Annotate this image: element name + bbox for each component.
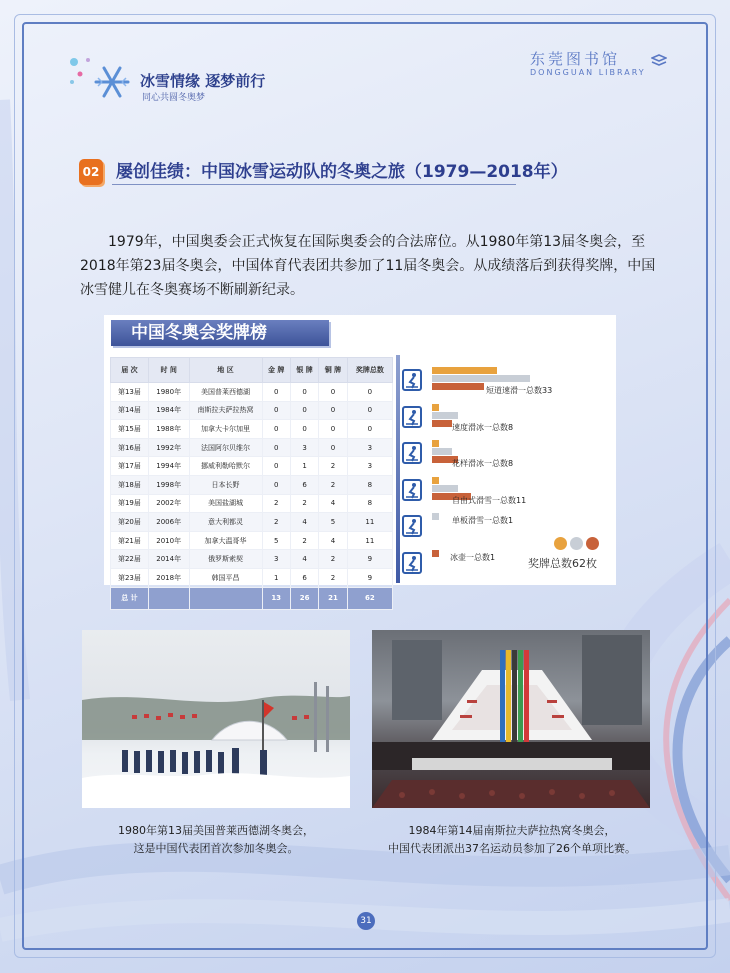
bronze-bar bbox=[432, 550, 439, 557]
cell-edition: 第14届 bbox=[111, 401, 149, 420]
cell-total: 0 bbox=[347, 420, 392, 439]
cell-silver: 1 bbox=[290, 457, 318, 476]
cell-year: 2002年 bbox=[148, 494, 189, 513]
sport-label: 速度滑冰一总数8 bbox=[452, 422, 514, 432]
cell-bronze: 0 bbox=[319, 420, 347, 439]
table-row bbox=[111, 494, 393, 513]
logo-title: 冰雪情缘 逐梦前行 bbox=[140, 72, 266, 90]
medal-board-title: 中国冬奥会奖牌榜 bbox=[111, 320, 329, 346]
cell-location: 挪威利勒哈默尔 bbox=[189, 457, 262, 476]
header-year: 时 间 bbox=[148, 358, 189, 383]
cell-bronze: 0 bbox=[319, 438, 347, 457]
table-row bbox=[111, 457, 393, 476]
cell-edition: 第13届 bbox=[111, 383, 149, 402]
cell-location: 俄罗斯索契 bbox=[189, 550, 262, 569]
cell-bronze: 2 bbox=[319, 568, 347, 587]
snowboard-icon bbox=[402, 515, 422, 537]
cell-year: 1994年 bbox=[148, 457, 189, 476]
bronze-bar bbox=[432, 383, 484, 390]
cell-bronze: 0 bbox=[319, 383, 347, 402]
cell-total: 3 bbox=[347, 457, 392, 476]
cell-gold: 0 bbox=[262, 420, 290, 439]
silver-bar bbox=[432, 375, 530, 382]
cell-silver: 2 bbox=[290, 494, 318, 513]
table-row bbox=[111, 531, 393, 550]
cell-edition: 第20届 bbox=[111, 513, 149, 532]
cell-edition: 第16届 bbox=[111, 438, 149, 457]
cell-edition: 第22届 bbox=[111, 550, 149, 569]
sport-label: 花样滑冰一总数8 bbox=[452, 459, 514, 468]
silver-bar bbox=[432, 448, 452, 455]
cell-location: 加拿大温哥华 bbox=[189, 531, 262, 550]
sport-row bbox=[400, 367, 616, 399]
cell-edition: 第17届 bbox=[111, 457, 149, 476]
cell-gold: 5 bbox=[262, 531, 290, 550]
cell-location: 加拿大卡尔加里 bbox=[189, 420, 262, 439]
cell-location: 美国普莱西德湖 bbox=[189, 383, 262, 402]
gold-bar bbox=[432, 367, 497, 374]
cell-gold: 3 bbox=[262, 550, 290, 569]
total-year bbox=[148, 587, 189, 609]
cell-silver: 4 bbox=[290, 550, 318, 569]
cell-edition: 第19届 bbox=[111, 494, 149, 513]
cell-bronze: 0 bbox=[319, 401, 347, 420]
cell-bronze: 4 bbox=[319, 494, 347, 513]
medal-table-body bbox=[111, 383, 393, 610]
cell-year: 1988年 bbox=[148, 420, 189, 439]
silver-medal-icon bbox=[570, 537, 583, 550]
short-track-icon bbox=[402, 369, 422, 391]
freestyle-skiing-icon bbox=[402, 479, 422, 501]
total-gold: 13 bbox=[262, 587, 290, 609]
library-logo-icon bbox=[651, 54, 667, 68]
photo-1980-scene bbox=[82, 630, 350, 808]
cell-gold: 0 bbox=[262, 457, 290, 476]
sport-label: 冰壶一总数1 bbox=[450, 552, 496, 562]
gold-bar bbox=[432, 404, 439, 411]
section-title: 屡创佳绩：中国冰雪运动队的冬奥之旅（1979—2018年） bbox=[116, 162, 568, 182]
silver-bar bbox=[432, 485, 458, 492]
cell-year: 1998年 bbox=[148, 475, 189, 494]
header-bronze: 铜 牌 bbox=[319, 358, 347, 383]
winter-logo bbox=[66, 52, 276, 108]
table-row bbox=[111, 438, 393, 457]
medal-board bbox=[104, 315, 616, 603]
cell-edition: 第21届 bbox=[111, 531, 149, 550]
cell-silver: 6 bbox=[290, 475, 318, 494]
cell-gold: 2 bbox=[262, 513, 290, 532]
header-edition: 届 次 bbox=[111, 358, 149, 383]
table-row bbox=[111, 475, 393, 494]
cell-location: 法国阿尔贝维尔 bbox=[189, 438, 262, 457]
cell-total: 9 bbox=[347, 568, 392, 587]
photo-1980-caption-line2: 这是中国代表团首次参加冬奥会。 bbox=[133, 842, 299, 855]
cell-total: 0 bbox=[347, 401, 392, 420]
cell-bronze: 2 bbox=[319, 475, 347, 494]
cell-year: 1992年 bbox=[148, 438, 189, 457]
table-row bbox=[111, 401, 393, 420]
photo-1980-caption-line1: 1980年第13届美国普莱西德湖冬奥会， bbox=[118, 824, 314, 837]
cell-total: 9 bbox=[347, 550, 392, 569]
gold-bar bbox=[432, 477, 439, 484]
total-bronze: 21 bbox=[319, 587, 347, 609]
table-row bbox=[111, 568, 393, 587]
snowflake-icon bbox=[66, 52, 136, 108]
medal-total-label: 奖牌总数62枚 bbox=[528, 557, 597, 570]
medal-table-header bbox=[111, 358, 393, 383]
section-number: 02 bbox=[79, 159, 103, 185]
sport-label: 短道速滑一总数33 bbox=[486, 386, 553, 395]
cell-gold: 0 bbox=[262, 401, 290, 420]
cell-gold: 0 bbox=[262, 475, 290, 494]
intro-paragraph: 1979年，中国奥委会正式恢复在国际奥委会的合法席位。从1980年第13届冬奥会，至2018年第23届冬奥会，中国体育代表团共参加了11届冬奥会。从成绩落后到获得奖牌，中国冰雪健儿在冬奥赛场不断刷新纪录。 bbox=[80, 234, 656, 298]
sport-label: 自由式滑雪一总数11 bbox=[452, 495, 527, 505]
cell-edition: 第23届 bbox=[111, 568, 149, 587]
table-row bbox=[111, 550, 393, 569]
page-number: 31 bbox=[357, 912, 375, 930]
bronze-bar bbox=[432, 420, 452, 427]
cell-year: 2010年 bbox=[148, 531, 189, 550]
cell-silver: 0 bbox=[290, 383, 318, 402]
photo-1980-caption bbox=[82, 822, 350, 858]
gold-medal-icon bbox=[554, 537, 567, 550]
cell-year: 2018年 bbox=[148, 568, 189, 587]
cell-edition: 第15届 bbox=[111, 420, 149, 439]
header-location: 地 区 bbox=[189, 358, 262, 383]
cell-location: 日本长野 bbox=[189, 475, 262, 494]
cell-silver: 2 bbox=[290, 531, 318, 550]
cell-year: 1984年 bbox=[148, 401, 189, 420]
cell-bronze: 2 bbox=[319, 550, 347, 569]
header-silver: 银 牌 bbox=[290, 358, 318, 383]
section-underline bbox=[112, 184, 516, 185]
cell-silver: 6 bbox=[290, 568, 318, 587]
silver-bar bbox=[432, 412, 458, 419]
sport-label: 单板滑雪一总数1 bbox=[452, 516, 514, 525]
photo-1980-lake-placid bbox=[82, 630, 350, 808]
cell-total: 3 bbox=[347, 438, 392, 457]
header-gold: 金 牌 bbox=[262, 358, 290, 383]
cell-silver: 4 bbox=[290, 513, 318, 532]
cell-gold: 2 bbox=[262, 494, 290, 513]
sport-row bbox=[400, 477, 616, 509]
cell-silver: 0 bbox=[290, 401, 318, 420]
cell-edition: 第18届 bbox=[111, 475, 149, 494]
cell-silver: 0 bbox=[290, 420, 318, 439]
cell-gold: 0 bbox=[262, 383, 290, 402]
cell-year: 2014年 bbox=[148, 550, 189, 569]
silver-bar bbox=[432, 513, 439, 520]
gold-bar bbox=[432, 440, 439, 447]
total-location bbox=[189, 587, 262, 609]
cell-gold: 0 bbox=[262, 438, 290, 457]
sport-row bbox=[400, 513, 616, 545]
total-total: 62 bbox=[347, 587, 392, 609]
bronze-medal-icon bbox=[586, 537, 599, 550]
photo-1984-caption-line1: 1984年第14届南斯拉夫萨拉热窝冬奥会， bbox=[408, 824, 616, 837]
library-name-en: DONGGUAN LIBRARY bbox=[530, 68, 646, 77]
photo-1984-sarajevo bbox=[372, 630, 650, 808]
cell-year: 2006年 bbox=[148, 513, 189, 532]
total-row bbox=[111, 587, 393, 609]
sport-row bbox=[400, 440, 616, 472]
cell-gold: 1 bbox=[262, 568, 290, 587]
photo-1984-caption-line2: 中国代表团派出37名运动员参加了26个单项比赛。 bbox=[388, 842, 636, 855]
cell-bronze: 5 bbox=[319, 513, 347, 532]
logo-subtitle: 同心共圆冬奥梦 bbox=[142, 93, 206, 103]
cell-location: 南斯拉夫萨拉热窝 bbox=[189, 401, 262, 420]
cell-location: 美国盐湖城 bbox=[189, 494, 262, 513]
cell-bronze: 4 bbox=[319, 531, 347, 550]
photo-1984-scene bbox=[372, 630, 650, 808]
medal-table bbox=[110, 357, 393, 610]
cell-total: 0 bbox=[347, 383, 392, 402]
sport-row bbox=[400, 404, 616, 436]
total-edition: 总 计 bbox=[111, 587, 149, 609]
library-name-cn: 东莞图书馆 bbox=[530, 50, 621, 68]
speed-skating-icon bbox=[402, 406, 422, 428]
header-total: 奖牌总数 bbox=[347, 358, 392, 383]
cell-total: 11 bbox=[347, 513, 392, 532]
table-row bbox=[111, 383, 393, 402]
cell-bronze: 2 bbox=[319, 457, 347, 476]
curling-icon bbox=[402, 552, 422, 574]
figure-skating-icon bbox=[402, 442, 422, 464]
cell-silver: 3 bbox=[290, 438, 318, 457]
cell-total: 11 bbox=[347, 531, 392, 550]
cell-location: 韩国平昌 bbox=[189, 568, 262, 587]
cell-location: 意大利都灵 bbox=[189, 513, 262, 532]
total-silver: 26 bbox=[290, 587, 318, 609]
cell-total: 8 bbox=[347, 475, 392, 494]
cell-year: 1980年 bbox=[148, 383, 189, 402]
photo-1984-caption bbox=[364, 822, 660, 858]
table-row bbox=[111, 513, 393, 532]
table-row bbox=[111, 420, 393, 439]
cell-total: 8 bbox=[347, 494, 392, 513]
